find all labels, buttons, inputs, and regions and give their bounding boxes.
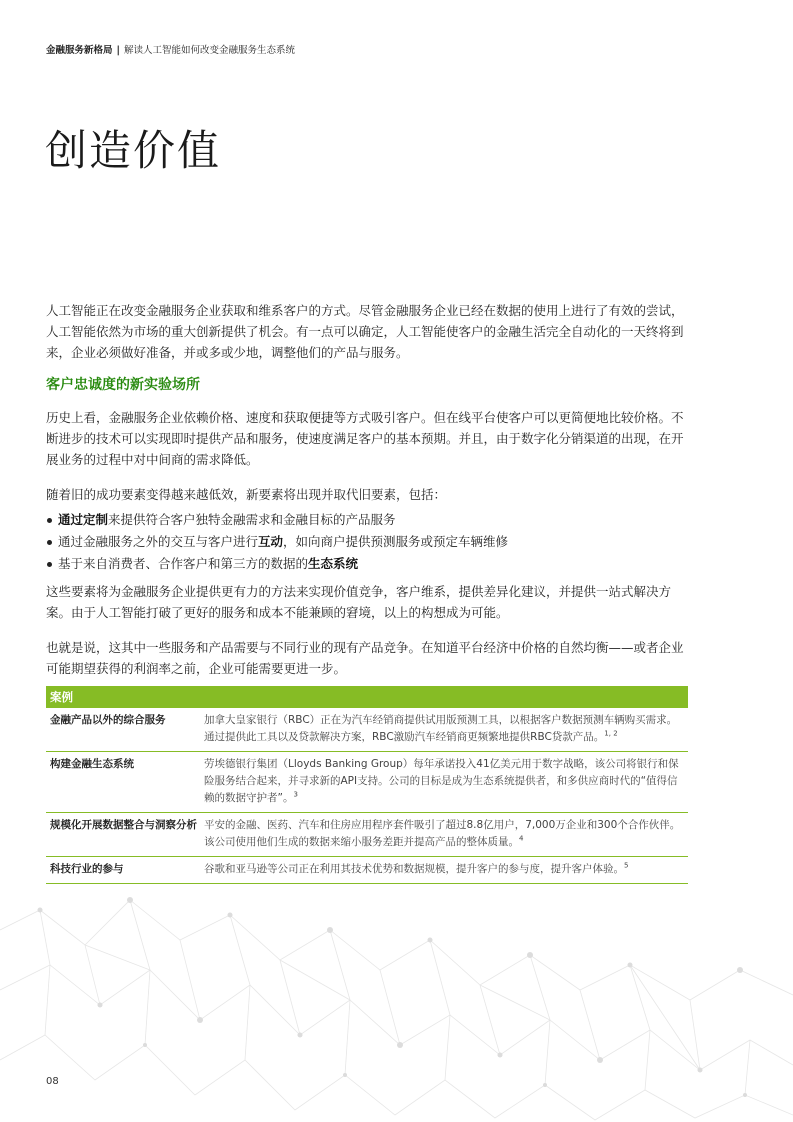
- paragraph-value: 这些要素将为金融服务企业提供更有力的方法来实现价值竞争，客户维系，提供差异化建议，并提供一站式解决方案。由于人工智能打破了更好的服务和成本不能兼顾的窘境，以上的构想成为可能。: [46, 584, 672, 620]
- row-text: 谷歌和亚马逊等公司正在利用其技术优势和数据规模，提升客户的参与度，提升客户体验。$^5$: [204, 861, 629, 875]
- paragraph-new-factors: 随着旧的成功要素变得越来越低效，新要素将出现并取代旧要素，包括：: [46, 487, 447, 502]
- row-label: 规模化开展数据整合与洞察分析: [50, 819, 197, 831]
- paragraph-competition: 也就是说，这其中一些服务和产品需要与不同行业的现有产品竞争。在知道平台经济中价格的自然均衡——或者企业可能期望获得的利润率之前，企业可能需要更进一步。: [46, 640, 684, 676]
- row-text: 加拿大皇家银行（RBC）正在为汽车经销商提供试用版预测工具，以根据客户数据预测车辆购买需求。通过提供此工具以及贷款解决方案，RBC激励汽车经销商更频繁地提供RBC贷款产品。$^{1, 2}$: [204, 714, 678, 743]
- section-heading: 客户忠诚度的新实验场所: [46, 377, 200, 393]
- table-row: [46, 752, 688, 813]
- row-text: 劳埃德银行集团（Lloyds Banking Group）每年承诺投入41亿美元用于数字战略，该公司将银行和保险服务结合起来，并寻求新的API支持。公司的目标是成为生态系统提供者，和多供应商时代的“值得信赖的数据守护者”。$^3$: [204, 758, 679, 804]
- intro-paragraph: 人工智能正在改变金融服务企业获取和维系客户的方式。尽管金融服务企业已经在数据的使用上进行了有效的尝试，人工智能依然为市场的重大创新提供了机会。有一点可以确定，人工智能使客户的金融生活完全自动化的一天终将到来，企业必须做好准备，并或多或少地，调整他们的产品与服务。: [46, 303, 684, 360]
- case-table: [46, 686, 688, 884]
- header-subtitle: 解读人工智能如何改变金融服务生态系统: [124, 45, 296, 56]
- row-label: 构建金融生态系统: [50, 758, 134, 770]
- factor-list: [46, 509, 690, 575]
- list-item: 通过金融服务之外的交互与客户进行互动，如向商户提供预测服务或预定车辆维修: [46, 531, 690, 553]
- network-background-graphic: [0, 870, 793, 1122]
- list-item: 通过定制来提供符合客户独特金融需求和金融目标的产品服务: [46, 509, 690, 531]
- row-label: 金融产品以外的综合服务: [50, 714, 166, 726]
- table-header: 案例: [46, 686, 688, 708]
- row-label: 科技行业的参与: [50, 863, 124, 875]
- table-row: [46, 708, 688, 752]
- page-title: 创造价值: [45, 126, 222, 175]
- row-text: 平安的金融、医药、汽车和住房应用程序套件吸引了超过8.8亿用户，7,000万企业和300个合作伙伴。 该公司使用他们生成的数据来缩小服务差距并提高产品的整体质量。$^4$: [204, 819, 681, 848]
- main-content: [46, 300, 690, 679]
- running-header: [46, 42, 295, 56]
- paragraph-history: 历史上看，金融服务企业依赖价格、速度和获取便捷等方式吸引客户。但在线平台使客户可以更简便地比较价格。不断进步的技术可以实现即时提供产品和服务，使速度满足客户的基本预期。并且，由于数字化分销渠道的出现，在开展业务的过程中对中间商的需求降低。: [46, 410, 684, 467]
- table-row: [46, 813, 688, 857]
- list-item: 基于来自消费者、合作客户和第三方的数据的生态系统: [46, 553, 690, 575]
- header-separator: |: [116, 45, 120, 56]
- header-section: 金融服务新格局: [46, 45, 113, 56]
- page-number: 08: [46, 1076, 59, 1087]
